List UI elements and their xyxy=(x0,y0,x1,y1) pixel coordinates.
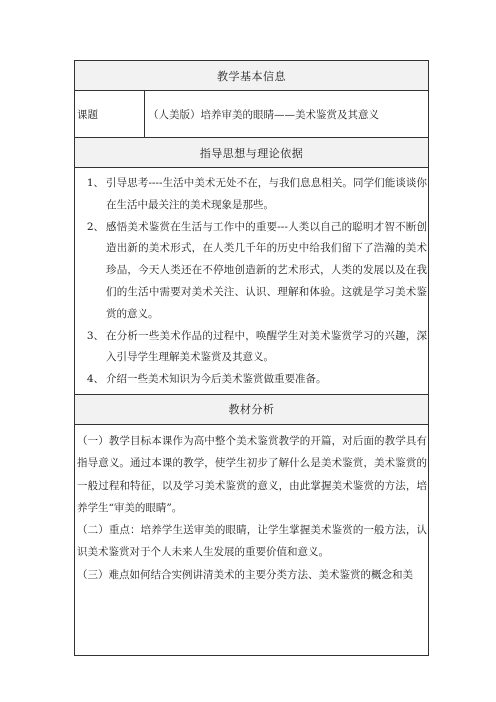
guide-item xyxy=(75,217,428,326)
lesson-plan-table xyxy=(74,60,429,656)
guide-item-number: 2、 xyxy=(86,220,104,233)
basic-info-heading: 教学基本信息 xyxy=(75,61,429,91)
analysis-paragraph: （二）重点：培养学生送审美的眼睛，让学生掌握美术鉴赏的一般方法，认识美术鉴赏对于个人未来人生发展的重要价值和意义。 xyxy=(77,524,427,559)
guide-body-row xyxy=(75,168,429,395)
guide-item xyxy=(75,369,428,391)
analysis-body-row xyxy=(75,424,429,655)
guide-item xyxy=(75,173,428,217)
guide-item-number: 3、 xyxy=(86,329,104,342)
guide-item xyxy=(75,326,428,370)
topic-row xyxy=(75,91,429,138)
guide-header-row xyxy=(75,138,429,168)
guide-item-number: 4、 xyxy=(86,373,104,386)
guide-item-text: 介绍一些美术知识为今后美术鉴赏做重要准备。 xyxy=(106,373,327,386)
analysis-body xyxy=(75,424,429,655)
guide-body xyxy=(75,168,429,395)
guide-item-text: 引导思考----生活中美术无处不在，与我们息息相关。同学们能谈谈你在生活中最关注的美术现象是那些。 xyxy=(106,177,427,211)
topic-label: 课题 xyxy=(75,91,145,138)
basic-info-header-row xyxy=(75,61,429,91)
guide-item-text: 在分析一些美术作品的过程中，唤醒学生对美术鉴赏学习的兴趣，深入引导学生理解美术鉴赏及其意义。 xyxy=(106,329,427,364)
topic-value: （人美版）培养审美的眼睛——美术鉴赏及其意义 xyxy=(145,91,429,138)
guide-item-number: 1、 xyxy=(86,177,104,189)
guide-heading: 指导思想与理论依据 xyxy=(75,138,429,168)
analysis-paragraph: （三）难点如何结合实例讲清美术的主要分类方法、美术鉴赏的概念和美 xyxy=(77,568,413,581)
analysis-content xyxy=(77,430,427,652)
guide-item-text: 感悟美术鉴赏在生活与工作中的重要---人类以自己的聪明才智不断创造出新的美术形式，在人类几千年的历史中给我们留下了浩瀚的美术珍品，今天人类还在不停地创造新的艺术形式，人类的发展以及在我们的生活中需要对美术关注、认识、理解和体验。这就是学习美术鉴赏的意义。 xyxy=(106,220,427,320)
analysis-heading: 教材分析 xyxy=(75,394,429,424)
analysis-header-row xyxy=(75,394,429,424)
analysis-paragraph: （一）教学目标本课作为高中整个美术鉴赏教学的开篇，对后面的教学具有指导意义。通过本课的教学，使学生初步了解什么是美术鉴赏，美术鉴赏的一般过程和特征，以及学习美术鉴赏的意义，由此掌握美术鉴赏的方法，培养学生“审美的眼睛”。 xyxy=(77,434,427,514)
